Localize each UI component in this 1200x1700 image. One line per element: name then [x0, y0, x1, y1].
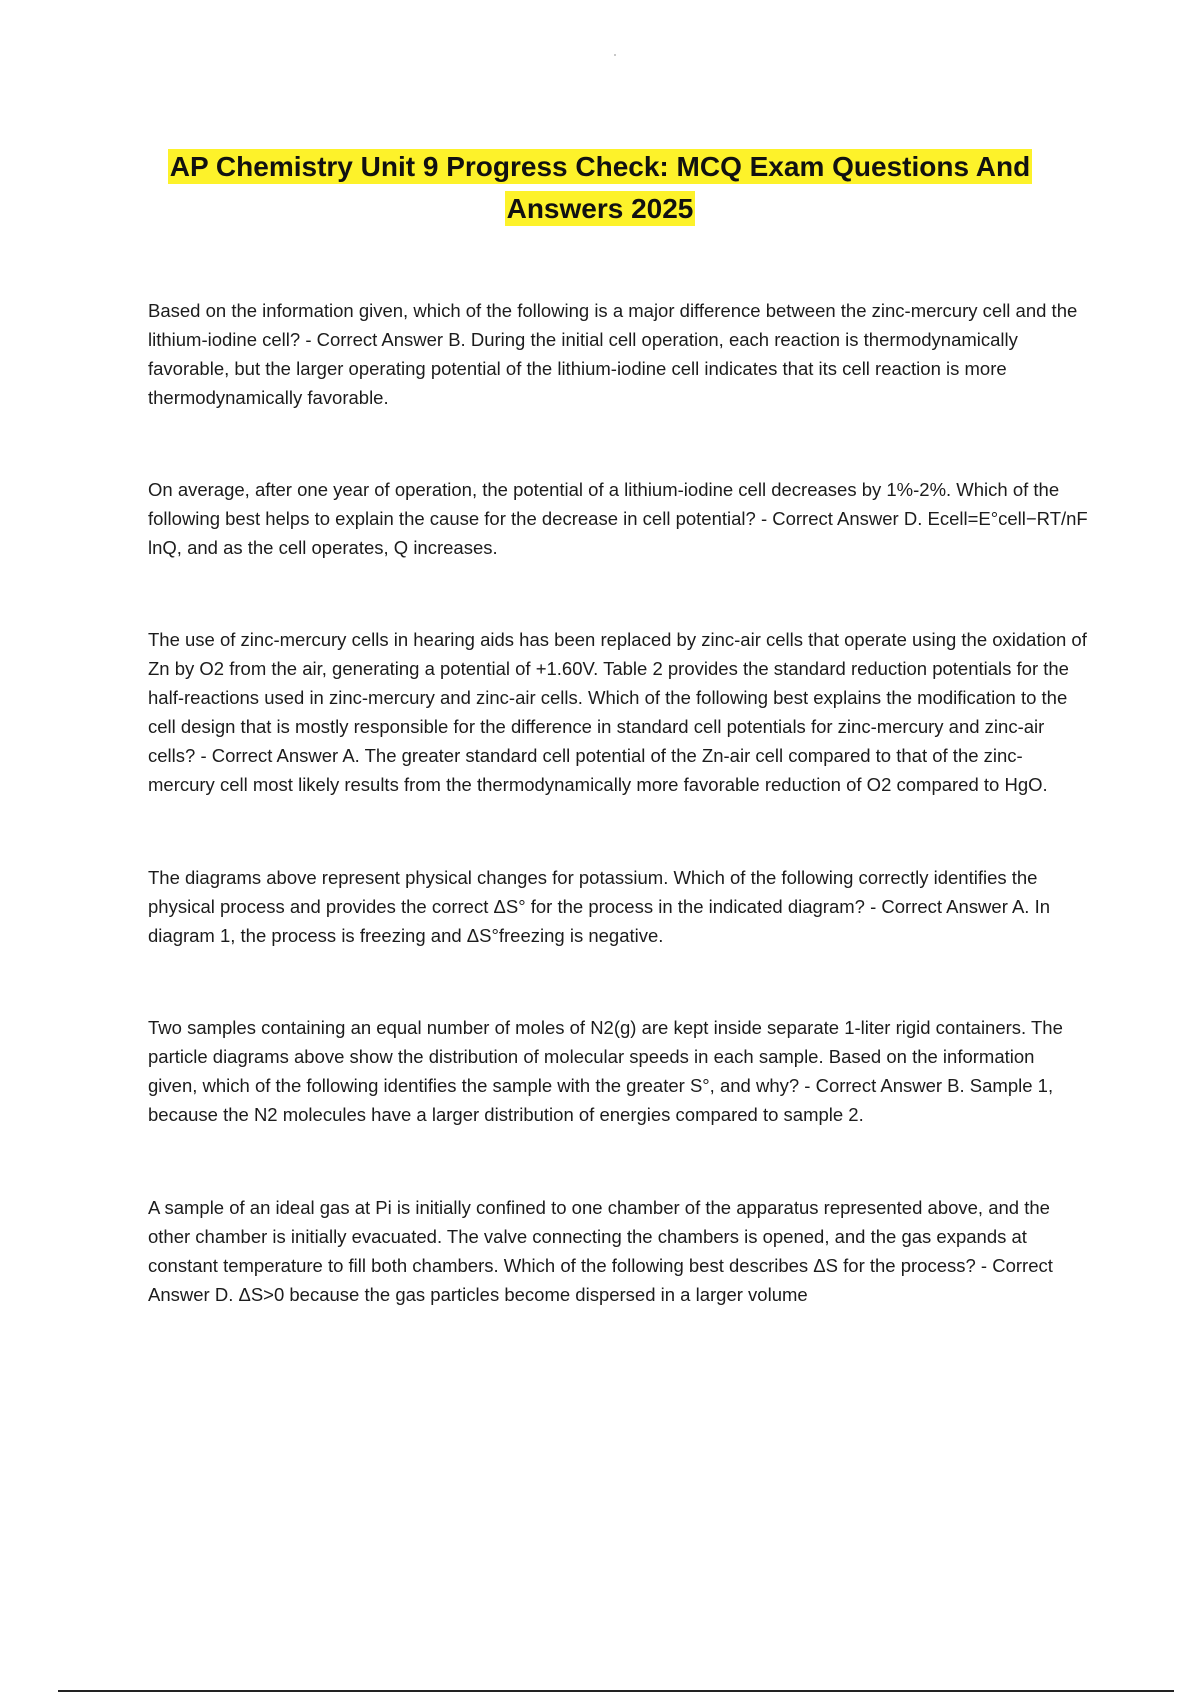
- footer-divider: [58, 1690, 1174, 1692]
- qa-item-6: A sample of an ideal gas at Pi is initially confined to one chamber of the apparatus represented above, and the other chamber is initially evacuated. The valve connecting the chambers is opened, and the gas expands at constant temperature to fill both chambers. Which of the following best describes ΔS for the process? - Correct Answer D. ΔS>0 because the gas particles become dispersed in a larger volume: [148, 1197, 1053, 1305]
- question-answer-list: [148, 296, 1088, 1309]
- qa-item-5: Two samples containing an equal number of moles of N2(g) are kept inside separate 1-liter rigid containers. The particle diagrams above show the distribution of molecular speeds in each sample. Based on the information given, which of the following identifies the sample with the greater S°, and why? - Correct Answer B. Sample 1, because the N2 molecules have a larger distribution of energies compared to sample 2.: [148, 1017, 1063, 1125]
- qa-item-3: The use of zinc-mercury cells in hearing aids has been replaced by zinc-air cells that operate using the oxidation of Zn by O2 from the air, generating a potential of +1.60V. Table 2 provides the standard reduction potentials for the half-reactions used in zinc-mercury and zinc-air cells. Which of the following best explains the modification to the cell design that is mostly responsible for the difference in standard cell potentials for zinc-mercury and zinc-air cells? - Correct Answer A. The greater standard cell potential of the Zn-air cell compared to that of the zinc-mercury cell most likely results from the thermodynamically more favorable reduction of O2 compared to HgO.: [148, 629, 1087, 795]
- qa-item-2: On average, after one year of operation, the potential of a lithium-iodine cell decreases by 1%-2%. Which of the following best helps to explain the cause for the decrease in cell potential? - Correct Answer D. Ecell=E°cell−RT/nF lnQ, and as the cell operates, Q increases.: [148, 479, 1088, 558]
- qa-item-4: The diagrams above represent physical changes for potassium. Which of the following correctly identifies the physical process and provides the correct ΔS° for the process in the indicated diagram? - Correct Answer A. In diagram 1, the process is freezing and ΔS°freezing is negative.: [148, 867, 1051, 946]
- page-speck: [614, 54, 616, 56]
- document-title: [150, 146, 1050, 230]
- document-title-text: AP Chemistry Unit 9 Progress Check: MCQ Exam Questions And Answers 2025: [169, 151, 1031, 224]
- qa-item-1: Based on the information given, which of the following is a major difference between the zinc-mercury cell and the lithium-iodine cell? - Correct Answer B. During the initial cell operation, each reaction is thermodynamically favorable, but the larger operating potential of the lithium-iodine cell indicates that its cell reaction is more thermodynamically favorable.: [148, 300, 1078, 408]
